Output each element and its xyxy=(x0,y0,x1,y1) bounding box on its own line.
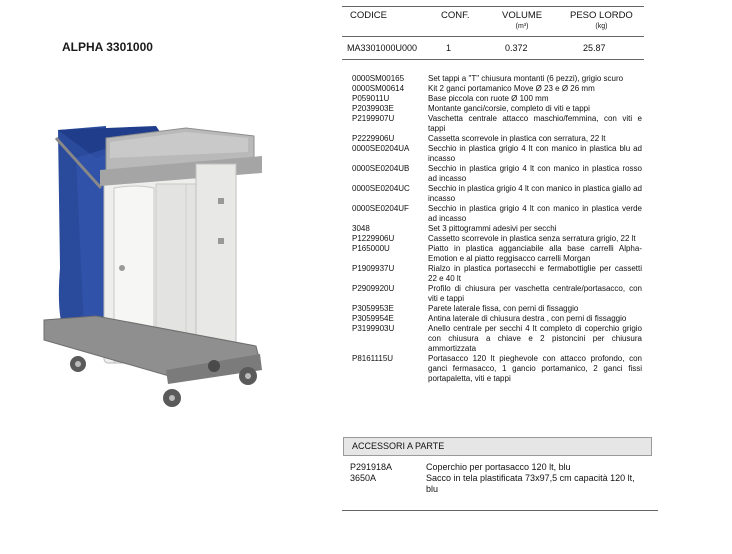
part-item-description: Parete laterale fissa, con perni di fissaggio xyxy=(428,304,579,313)
cleaning-cart-image xyxy=(36,118,266,414)
main-volume: 0.372 xyxy=(505,43,528,53)
accessory-item-code: P291918A xyxy=(350,462,393,472)
part-item xyxy=(352,314,642,324)
accessories-list xyxy=(350,462,641,495)
part-item-description: Set 3 pittogrammi adesivi per secchi xyxy=(428,224,557,233)
accessory-item xyxy=(350,462,641,473)
parts-list xyxy=(352,74,642,384)
part-item-description: Antina laterale di chiusura destra , con perni di fissaggio xyxy=(428,314,627,323)
part-item-code: P1909937U xyxy=(352,264,395,273)
product-title: ALPHA 3301000 xyxy=(62,40,153,54)
part-item-code: 3048 xyxy=(352,224,370,233)
part-item xyxy=(352,264,642,284)
col-conf-header: CONF. xyxy=(441,10,470,21)
accessories-title: ACCESSORI A PARTE xyxy=(352,441,445,451)
part-item xyxy=(352,114,642,134)
part-item-description: Base piccola con ruote Ø 100 mm xyxy=(428,94,549,103)
peso-label: PESO LORDO xyxy=(570,10,633,21)
part-item-code: P3059954E xyxy=(352,314,394,323)
part-item-code: 0000SE0204UF xyxy=(352,204,409,213)
part-item xyxy=(352,94,642,104)
part-item xyxy=(352,304,642,314)
part-item-description: Secchio in plastica grigio 4 lt con manico in plastica rosso ad incasso xyxy=(428,164,642,183)
part-item-description: Secchio in plastica grigio 4 lt con manico in plastica verde ad incasso xyxy=(428,204,642,223)
main-peso: 25.87 xyxy=(583,43,606,53)
part-item xyxy=(352,234,642,244)
accessory-item-description: Sacco in tela plastificata 73x97,5 cm capacità 120 lt, blu xyxy=(426,473,635,494)
header-rule xyxy=(342,36,644,37)
accessory-item-description: Coperchio per portasacco 120 lt, blu xyxy=(426,462,571,472)
part-item-code: P3059953E xyxy=(352,304,394,313)
part-item xyxy=(352,284,642,304)
part-item-code: 0000SM00614 xyxy=(352,84,405,93)
part-item-code: P3199903U xyxy=(352,324,395,333)
accessories-header xyxy=(343,437,652,456)
part-item-description: Secchio in plastica grigio 4 lt con manico in plastica giallo ad incasso xyxy=(428,184,642,203)
part-item xyxy=(352,324,642,354)
part-item-code: 0000SE0204UC xyxy=(352,184,410,193)
part-item-description: Secchio in plastica grigio 4 lt con manico in plastica blu ad incasso xyxy=(428,144,642,163)
part-item-description: Profilo di chiusura per vaschetta centrale/portasacco, con viti e tappi xyxy=(428,284,642,303)
volume-unit: (m³) xyxy=(515,23,529,30)
part-item-description: Anello centrale per secchi 4 lt completo di coperchio grigio con chiusura a chiave e 2 pistoncini per chiusura ammortizzata xyxy=(428,324,642,353)
main-code: MA3301000U000 xyxy=(347,43,418,53)
part-item xyxy=(352,164,642,184)
part-item-description: Vaschetta centrale attacco maschio/femmina, con viti e tappi xyxy=(428,114,642,133)
part-item xyxy=(352,74,642,84)
part-item xyxy=(352,144,642,164)
part-item-code: P2909920U xyxy=(352,284,395,293)
part-item-description: Kit 2 ganci portamanico Move Ø 23 e Ø 26 mm xyxy=(428,84,595,93)
part-item xyxy=(352,204,642,224)
part-item xyxy=(352,84,642,94)
part-item-code: P059011U xyxy=(352,94,390,103)
table-top-rule xyxy=(342,6,644,7)
bottom-rule xyxy=(342,510,658,511)
main-row-rule xyxy=(342,59,644,60)
accessory-item xyxy=(350,473,641,495)
part-item-code: P165000U xyxy=(352,244,390,253)
part-item xyxy=(352,104,642,114)
accessory-item-code: 3650A xyxy=(350,473,377,483)
col-volume-header xyxy=(502,10,542,30)
volume-label: VOLUME xyxy=(502,10,543,21)
part-item-description: Cassetto scorrevole in plastica senza serratura grigio, 22 lt xyxy=(428,234,636,243)
part-item-code: P1229906U xyxy=(352,234,395,243)
main-conf: 1 xyxy=(446,43,452,53)
part-item-description: Rialzo in plastica portasecchi e fermabottiglie per cassetti 22 e 40 lt xyxy=(428,264,642,283)
part-item-code: P2039903E xyxy=(352,104,394,113)
part-item-code: P2199907U xyxy=(352,114,395,123)
col-codice-header: CODICE xyxy=(350,10,387,21)
part-item-description: Piatto in plastica agganciabile alla base carrelli Alpha-Emotion e al piatto reggisacco carrelli Morgan xyxy=(428,244,642,263)
part-item-description: Set tappi a "T" chiusura montanti (6 pezzi), grigio scuro xyxy=(428,74,624,83)
col-peso-header xyxy=(570,10,633,30)
part-item-code: P2229906U xyxy=(352,134,395,143)
part-item-code: 0000SE0204UB xyxy=(352,164,410,173)
peso-unit: (kg) xyxy=(595,23,608,30)
part-item-code: 0000SM00165 xyxy=(352,74,405,83)
part-item-description: Cassetta scorrevole in plastica con serratura, 22 lt xyxy=(428,134,606,143)
part-item-code: P8161115U xyxy=(352,354,394,363)
part-item xyxy=(352,184,642,204)
part-item xyxy=(352,224,642,234)
part-item xyxy=(352,244,642,264)
part-item-description: Montante ganci/corsie, completo di viti e tappi xyxy=(428,104,590,113)
part-item xyxy=(352,134,642,144)
part-item-description: Portasacco 120 lt pieghevole con attacco profondo, con ganci fermasacco, 1 gancio portamanico, 2 ganci fissi portapaletta, viti e tappi xyxy=(428,354,642,383)
part-item xyxy=(352,354,642,384)
part-item-code: 0000SE0204UA xyxy=(352,144,410,153)
